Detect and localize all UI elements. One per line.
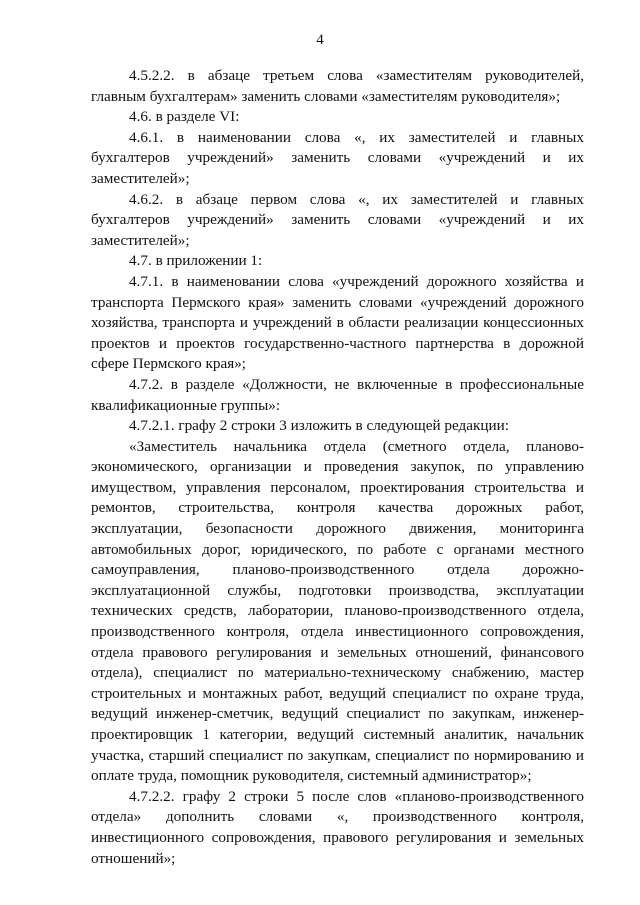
- paragraph-4-5-2-2: 4.5.2.2. в абзаце третьем слова «заместителям руководителей, главным бухгалтерам» заменить словами «заместителям руководителя»;: [91, 67, 584, 105]
- paragraph-4-7-2-1: 4.7.2.1. графу 2 строки 3 изложить в следующей редакции:: [129, 417, 509, 435]
- paragraph-4-7-1: 4.7.1. в наименовании слова «учреждений дорожного хозяйства и транспорта Пермского края» заменить словами «учреждений дорожного хозяйства, транспорта и учреждений в области реализации концессионных проектов и проектов государственно-частного партнерства в дорожной сфере Пермского края»;: [91, 272, 584, 373]
- paragraph-quoted-position-list: «Заместитель начальника отдела (сметного отдела, планово-экономического, организации и проведения закупок, по управлению имуществом, управления персоналом, проектирования строительства и ремонтов, строительства, контроля качества дорожных работ, эксплуатации, безопасности дорожного движения, мониторинга автомобильных дорог, юридического, по работе с органами местного самоуправления, планово-производственного отдела дорожно-эксплуатационной службы, подготовки производства, эксплуатации технических средств, лаборатории, планово-производственного отдела, производственного контроля, отдела инвестиционного сопровождения, отдела правового регулирования и земельных отношений, финансового отдела), специалист по материально-техническому снабжению, мастер строительных и монтажных работ, ведущий специалист по охране труда, ведущий инженер-сметчик, ведущий специалист по закупкам, инженер-проектировщик 1 категории, ведущий системный аналитик, начальник участка, старший специалист по закупкам, специалист по нормированию и оплате труда, помощник руководителя, системный администратор»;: [91, 437, 584, 785]
- paragraph-4-7-2: 4.7.2. в разделе «Должности, не включенные в профессиональные квалификационные группы»:: [91, 375, 584, 414]
- paragraph-4-6: 4.6. в разделе VI:: [129, 108, 240, 126]
- paragraph-4-7-2-2: 4.7.2.2. графу 2 строки 5 после слов «планово-производственного отдела» дополнить словами «, производственного контроля, инвестиционного сопровождения, правового регулирования и земельных отношений»;: [91, 787, 584, 867]
- paragraph-4-6-1: 4.6.1. в наименовании слова «, их заместителей и главных бухгалтеров учреждений» заменить словами «учреждений и их заместителей»;: [91, 128, 584, 187]
- page-number: 4: [316, 32, 324, 48]
- paragraph-4-7: 4.7. в приложении 1:: [129, 252, 263, 270]
- document-body: [91, 66, 584, 869]
- paragraph-4-6-2: 4.6.2. в абзаце первом слова «, их заместителей и главных бухгалтеров учреждений» заменить словами «учреждений и их заместителей»;: [91, 190, 584, 249]
